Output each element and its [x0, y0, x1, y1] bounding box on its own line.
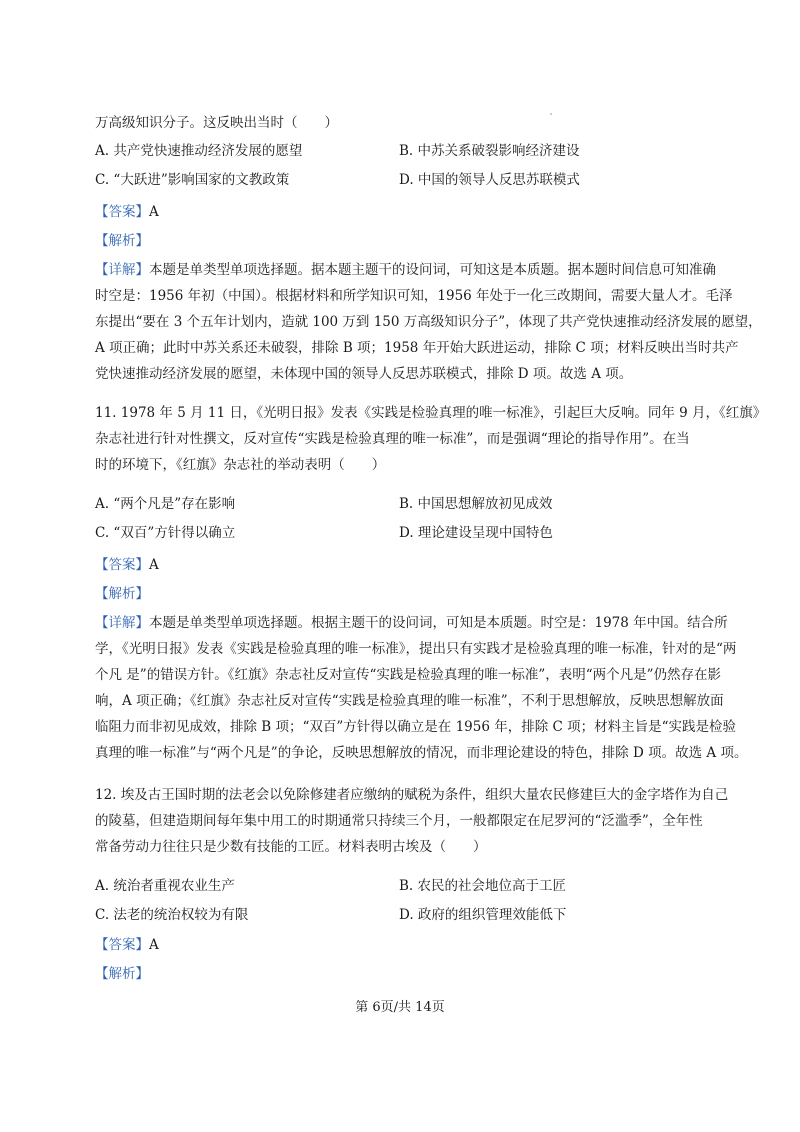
detail-line: 个凡 是”的错误方针。《红旗》杂志社反对宣传“实践是检验真理的唯一标准”，表明“两个凡是”仍然存在影 — [95, 667, 722, 683]
q11-option-b: B. 中国思想解放初见成效 — [399, 496, 553, 512]
q11-option-d: D. 理论建设呈现中国特色 — [399, 525, 553, 541]
answer-tag: 【答案】 — [95, 204, 149, 220]
stem-line: 12. 埃及古王国时期的法老会以免除修建者应缴纳的赋税为条件，组织大量农民修建巨大的金字塔作为自己 — [95, 787, 729, 803]
q12-stem — [95, 782, 729, 860]
q10-stem-tail: 万高级知识分子。这反映出当时（ ） — [95, 115, 338, 131]
q12-analysis-tag: 【解析】 — [95, 966, 149, 982]
q10-option-b: B. 中苏关系破裂影响经济建设 — [399, 143, 580, 159]
q11-options — [95, 490, 707, 548]
detail-line: 【详解】本题是单类型单项选择题。根据主题干的设问词，可知是本质题。时空是：1978 年中国。结合所 — [95, 615, 728, 631]
answer-tag: 【答案】 — [95, 937, 149, 953]
stem-line: 的陵墓，但建造期间每年集中用工的时期通常只持续三个月，一般都限定在尼罗河的“泛滥季”，全年性 — [95, 813, 703, 829]
q12-option-c: C. 法老的统治权较为有限 — [95, 907, 249, 923]
detail-line: 临阻力而非初见成效，排除 B 项；“双百”方针得以确立是在 1956 年，排除 C 项；材料主旨是“实践是检验 — [95, 719, 737, 735]
q12-option-d: D. 政府的组织管理效能低下 — [399, 907, 567, 923]
detail-line: 响，A 项正确；《红旗》杂志社反对宣传“实践是检验真理的唯一标准”，不利于思想解放，反映思想解放面 — [95, 693, 724, 709]
q10-answer — [95, 199, 159, 225]
stem-line: 常备劳动力往往只是少数有技能的工匠。材料表明古埃及（ ） — [95, 839, 487, 855]
detail-line: 时空是：1956 年初（中国）。根据材料和所学知识可知，1956 年处于一化三改期间，需要大量人才。毛泽 — [95, 288, 733, 304]
q12-answer — [95, 932, 159, 958]
q11-answer — [95, 552, 159, 578]
q10-options — [95, 137, 707, 195]
detail-line: A 项正确；此时中苏关系还未破裂，排除 B 项；1958 年开始大跃进运动，排除 C 项；材料反映出当时共产 — [95, 340, 739, 356]
detail-line: 学，《光明日报》发表《实践是检验真理的唯一标准》，提出只有实践才是检验真理的唯一标准，针对的是“两 — [95, 641, 737, 657]
answer-value: A — [149, 937, 159, 953]
stem-line: 杂志社进行针对性撰文，反对宣传“实践是检验真理的唯一标准”，而是强调“理论的指导作用”。在当 — [95, 431, 690, 447]
q12-options — [95, 872, 707, 930]
q11-option-a: A. “两个凡是”存在影响 — [95, 496, 236, 512]
answer-tag: 【答案】 — [95, 557, 149, 573]
stem-line: 时的环境下，《红旗》杂志社的举动表明（ ） — [95, 457, 386, 473]
q12-option-b: B. 农民的社会地位高于工匠 — [399, 878, 567, 894]
detail-tag: 【详解】 — [95, 262, 149, 278]
q10-detail — [95, 257, 762, 387]
q10-option-a: A. 共产党快速推动经济发展的愿望 — [95, 143, 303, 159]
q10-option-d: D. 中国的领导人反思苏联模式 — [399, 172, 580, 188]
q11-analysis-tag: 【解析】 — [95, 586, 149, 602]
detail-line: 党快速推动经济发展的愿望，未体现中国的领导人反思苏联模式，排除 D 项。故选 A 项。 — [95, 366, 633, 382]
q11-stem — [95, 400, 767, 478]
page-number: 第 6页/共 14页 — [355, 1000, 445, 1015]
detail-line: 真理的唯一标准”与“两个凡是”的争论，反映思想解放的情况，而非理论建设的特色，排除 D 项。故选 A 项。 — [95, 745, 748, 761]
answer-value: A — [149, 204, 159, 220]
q10-option-c: C. “大跃进”影响国家的文教政策 — [95, 172, 290, 188]
stem-line: 11. 1978 年 5 月 11 日，《光明日报》发表《实践是检验真理的唯一标准》，引起巨大反响。同年 9 月，《红旗》 — [95, 405, 767, 421]
detail-tag: 【详解】 — [95, 615, 149, 631]
detail-line: 【详解】本题是单类型单项选择题。据本题主题干的设问词，可知这是本质题。据本题时间信息可知准确 — [95, 262, 716, 278]
q11-option-c: C. “双百”方针得以确立 — [95, 525, 236, 541]
q11-detail — [95, 610, 748, 766]
q12-option-a: A. 统治者重视农业生产 — [95, 878, 235, 894]
scan-speck — [550, 113, 552, 115]
q10-analysis-tag: 【解析】 — [95, 233, 149, 249]
answer-value: A — [149, 557, 159, 573]
detail-line: 东提出“要在 3 个五年计划内，造就 100 万到 150 万高级知识分子”，体现了共产党快速推动经济发展的愿望， — [95, 314, 762, 330]
